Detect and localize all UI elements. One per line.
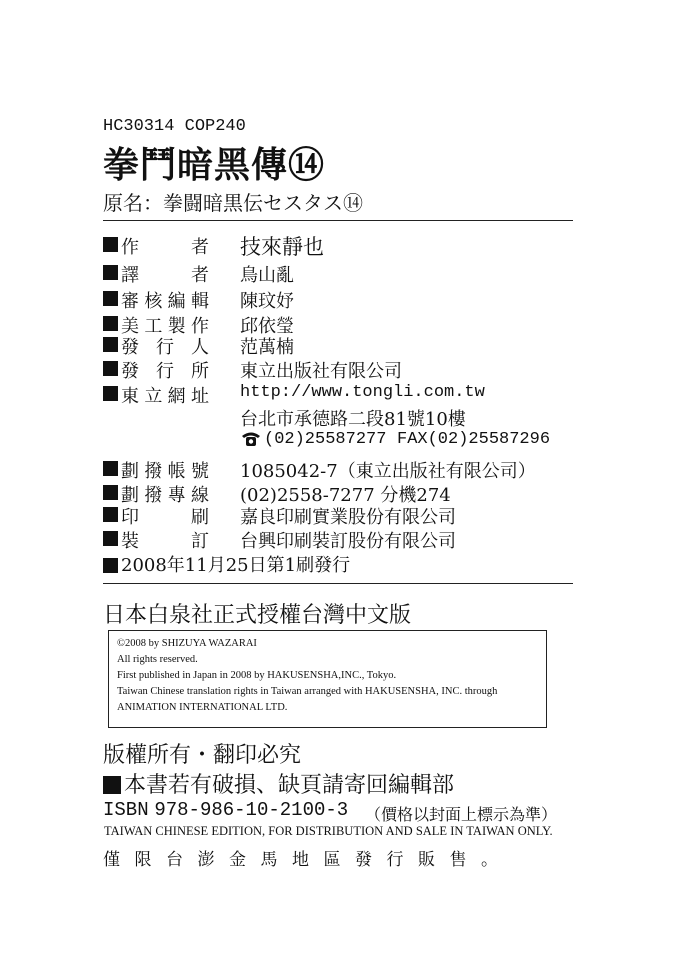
credit-label: 裝訂 bbox=[121, 531, 209, 552]
distribution-chinese: 僅限台澎金馬地區發行販售。 bbox=[103, 850, 513, 870]
bullet-square-icon bbox=[103, 776, 121, 794]
hotline-number: (02)2558-7277 分機274 bbox=[240, 485, 451, 506]
credit-value-publishing-house: 東立出版社有限公司 bbox=[240, 361, 402, 382]
bullet-square-icon bbox=[103, 386, 118, 401]
credit-label: 譯者 bbox=[121, 265, 209, 286]
product-code: HC30314 COP240 bbox=[103, 117, 246, 136]
bullet-square-icon bbox=[103, 558, 118, 573]
copyright-box bbox=[108, 630, 547, 728]
damage-report-notice bbox=[103, 768, 454, 799]
bullet-square-icon bbox=[103, 461, 118, 476]
binding-company: 台興印刷裝訂股份有限公司 bbox=[240, 531, 456, 552]
fax-number: FAX(02)25587296 bbox=[397, 430, 551, 449]
copyright-line: First published in Japan in 2008 by HAKUSENSHA,INC., Tokyo. bbox=[117, 670, 397, 681]
damage-report-text: 本書若有破損、缺頁請寄回編輯部 bbox=[124, 773, 455, 798]
publication-date-text: 2008年11月25日第1刷發行 bbox=[121, 555, 351, 576]
credit-value-translator: 鳥山亂 bbox=[240, 265, 294, 286]
isbn-label: ISBN bbox=[103, 799, 149, 821]
copyright-line: ANIMATION INTERNATIONAL LTD. bbox=[117, 702, 288, 713]
website-url: http://www.tongli.com.tw bbox=[240, 383, 485, 402]
book-title: 拳鬥暗黑傳⑭ bbox=[103, 144, 326, 186]
credit-label: 劃撥專線 bbox=[121, 485, 209, 506]
bullet-square-icon bbox=[103, 316, 118, 331]
telephone-icon bbox=[240, 429, 262, 447]
publisher-address: 台北市承德路二段81號10樓 bbox=[240, 409, 466, 430]
copyright-line: Taiwan Chinese translation rights in Taiwan arranged with HAKUSENSHA, INC. through bbox=[117, 686, 498, 697]
bullet-square-icon bbox=[103, 237, 118, 252]
bullet-square-icon bbox=[103, 361, 118, 376]
publication-date bbox=[103, 551, 350, 577]
account-number: 1085042-7（東立出版社有限公司） bbox=[240, 461, 536, 482]
isbn-number: 978-986-10-2100-3 bbox=[154, 799, 349, 821]
isbn-line bbox=[103, 799, 348, 821]
license-statement: 日本白泉社正式授權台灣中文版 bbox=[103, 603, 412, 628]
credit-label: 發行所 bbox=[121, 361, 209, 382]
original-title: 原名：拳闘暗黒伝セスタス⑭ bbox=[103, 191, 363, 215]
phone-number: (02)25587277 bbox=[264, 430, 387, 449]
credit-label: 印刷 bbox=[121, 507, 209, 528]
divider-middle bbox=[103, 583, 573, 584]
credit-label: 美工製作 bbox=[121, 316, 209, 337]
credit-label: 發行人 bbox=[121, 337, 209, 358]
credit-label: 東立網址 bbox=[121, 386, 209, 407]
credit-label: 作者 bbox=[121, 237, 209, 258]
distribution-english: TAIWAN CHINESE EDITION, FOR DISTRIBUTION AND SALE IN TAIWAN ONLY. bbox=[104, 824, 553, 838]
bullet-square-icon bbox=[103, 507, 118, 522]
divider-top bbox=[103, 220, 573, 221]
copyright-line: ©2008 by SHIZUYA WAZARAI bbox=[117, 638, 257, 649]
credit-value-editor: 陳玟妤 bbox=[240, 291, 294, 312]
credit-label: 劃撥帳號 bbox=[121, 461, 209, 482]
bullet-square-icon bbox=[103, 265, 118, 280]
copyright-line: All rights reserved. bbox=[117, 654, 198, 665]
bullet-square-icon bbox=[103, 291, 118, 306]
credit-value-author: 技來靜也 bbox=[240, 235, 324, 259]
credit-value-design: 邱依瑩 bbox=[240, 316, 294, 337]
credit-value-publisher: 范萬楠 bbox=[240, 337, 294, 358]
credit-label: 審核編輯 bbox=[121, 291, 209, 312]
price-note: （價格以封面上標示為準） bbox=[365, 805, 558, 824]
bullet-square-icon bbox=[103, 531, 118, 546]
bullet-square-icon bbox=[103, 485, 118, 500]
bullet-square-icon bbox=[103, 337, 118, 352]
printing-company: 嘉良印刷實業股份有限公司 bbox=[240, 507, 456, 528]
rights-notice: 版權所有・翻印必究 bbox=[103, 743, 302, 768]
